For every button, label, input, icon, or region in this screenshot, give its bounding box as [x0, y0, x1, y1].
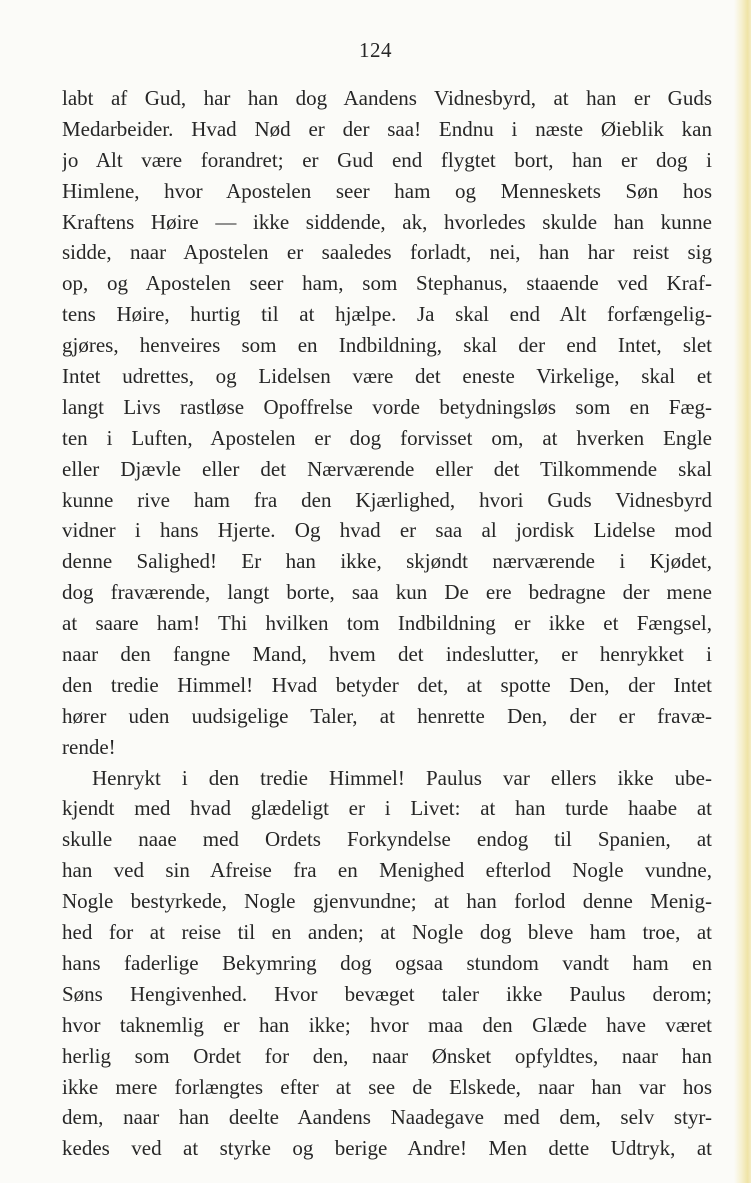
text-line: Himlene, hvor Apostelen seer ham og Menneskets Søn hos [62, 178, 712, 203]
text-line: langt Livs rastløse Opoffrelse vorde betydningsløs som en Fæg- [62, 394, 712, 419]
text-line: ikke mere forlængtes efter at see de Elskede, naar han var hos [62, 1074, 712, 1099]
text-line: dem, naar han deelte Aandens Naadegave med dem, selv styr- [62, 1105, 712, 1130]
text-line: kjendt med hvad glædeligt er i Livet: at han turde haabe at [62, 796, 712, 821]
body-text [62, 83, 712, 1164]
paragraph-start-line: Henrykt i den tredie Himmel! Paulus var ellers ikke ube- [92, 765, 712, 790]
text-line: den tredie Himmel! Hvad betyder det, at spotte Den, der Intet [62, 672, 712, 697]
text-line: op, og Apostelen seer ham, som Stephanus, staaende ved Kraf- [62, 271, 712, 296]
text-line: gjøres, henveires som en Indbildning, skal der end Intet, slet [62, 333, 712, 358]
text-line: dog fraværende, langt borte, saa kun De ere bedragne der mene [62, 580, 712, 605]
text-line: Søns Hengivenhed. Hvor bevæget taler ikke Paulus derom; [62, 981, 712, 1006]
text-line: skulle naae med Ordets Forkyndelse endog til Spanien, at [62, 827, 712, 852]
text-line: vidner i hans Hjerte. Og hvad er saa al jordisk Lidelse mod [62, 518, 712, 543]
text-line: tens Høire, hurtig til at hjælpe. Ja skal end Alt forfængelig- [62, 302, 712, 327]
page-number: 124 [359, 38, 392, 62]
text-line: han ved sin Afreise fra en Menighed efterlod Nogle vundne, [62, 858, 712, 883]
text-line: hed for at reise til en anden; at Nogle dog bleve ham troe, at [62, 920, 712, 945]
text-line: sidde, naar Apostelen er saaledes forladt, nei, han har reist sig [62, 240, 712, 265]
text-line: Kraftens Høire — ikke siddende, ak, hvorledes skulde han kunne [62, 209, 712, 234]
text-line: kunne rive ham fra den Kjærlighed, hvori Guds Vidnesbyrd [62, 487, 712, 512]
text-line: hvor taknemlig er han ikke; hvor maa den Glæde have været [62, 1012, 712, 1037]
text-line: hører uden uudsigelige Taler, at henrette Den, der er fravæ- [62, 703, 712, 728]
text-line: jo Alt være forandret; er Gud end flygtet bort, han er dog i [62, 147, 712, 172]
text-line: kedes ved at styrke og berige Andre! Men dette Udtryk, at [62, 1136, 712, 1161]
page-edge [734, 0, 751, 1183]
text-line: Intet udrettes, og Lidelsen være det eneste Virkelige, skal et [62, 364, 712, 389]
text-line: denne Salighed! Er han ikke, skjøndt nærværende i Kjødet, [62, 549, 712, 574]
text-line: hans faderlige Bekymring dog ogsaa stundom vandt ham en [62, 950, 712, 975]
text-line: ten i Luften, Apostelen er dog forvisset om, at hverken Engle [62, 425, 712, 450]
text-line: Medarbeider. Hvad Nød er der saa! Endnu i næste Øieblik kan [62, 116, 712, 141]
text-line: Nogle bestyrkede, Nogle gjenvundne; at han forlod denne Menig- [62, 889, 712, 914]
text-line: herlig som Ordet for den, naar Ønsket opfyldtes, naar han [62, 1043, 712, 1068]
paragraph-end-line: rende! [62, 734, 116, 759]
text-line: naar den fangne Mand, hvem det indeslutter, er henrykket i [62, 642, 712, 667]
text-line: at saare ham! Thi hvilken tom Indbildning er ikke et Fængsel, [62, 611, 712, 636]
text-line: eller Djævle eller det Nærværende eller det Tilkommende skal [62, 456, 712, 481]
text-line: labt af Gud, har han dog Aandens Vidnesbyrd, at han er Guds [62, 86, 712, 110]
